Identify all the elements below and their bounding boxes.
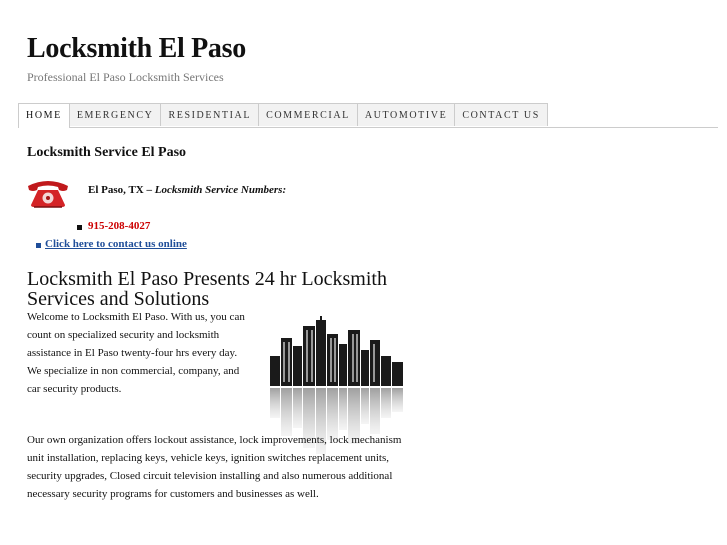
post-title: Locksmith Service El Paso bbox=[27, 145, 187, 160]
list-item bbox=[36, 238, 187, 250]
intro-paragraph: Welcome to Locksmith El Paso. With us, you can count on specialized security and locksmith assistance in El Paso twenty-four hrs every day. We specialize in non commercial, company, and car security products. bbox=[27, 311, 245, 395]
nav-automotive[interactable]: AUTOMOTIVE bbox=[357, 103, 455, 126]
contact-online-link[interactable]: Click here to contact us online bbox=[45, 238, 187, 250]
nav-contact-us[interactable]: CONTACT US bbox=[454, 103, 548, 126]
section-heading: Locksmith El Paso Presents 24 hr Locksmith Services and Solutions bbox=[27, 268, 387, 310]
nav-residential[interactable]: RESIDENTIAL bbox=[160, 103, 259, 126]
contact-list bbox=[36, 238, 187, 250]
nav-commercial[interactable]: COMMERCIAL bbox=[258, 103, 358, 126]
phone-number[interactable]: 915-208-4027 bbox=[77, 220, 150, 232]
location-line bbox=[88, 184, 286, 196]
nav-emergency[interactable]: EMERGENCY bbox=[69, 103, 162, 126]
site-title[interactable]: Locksmith El Paso bbox=[27, 33, 246, 64]
main-navigation bbox=[18, 103, 718, 128]
red-telephone-icon bbox=[25, 178, 71, 208]
phone-list bbox=[77, 220, 150, 232]
location-service-label: Locksmith Service Numbers: bbox=[154, 184, 287, 196]
site-tagline: Professional El Paso Locksmith Services bbox=[27, 70, 224, 84]
nav-home[interactable]: HOME bbox=[18, 103, 70, 128]
location-prefix: El Paso, TX – bbox=[88, 184, 155, 196]
services-paragraph: Our own organization offers lockout assistance, lock improvements, lock mechanism unit installation, replacing keys, vehicle keys, ignition switches replacement units, security upgrades, Closed circuit television installing and also numerous additional necessary security programs for customers and businesses as well. bbox=[27, 434, 402, 500]
